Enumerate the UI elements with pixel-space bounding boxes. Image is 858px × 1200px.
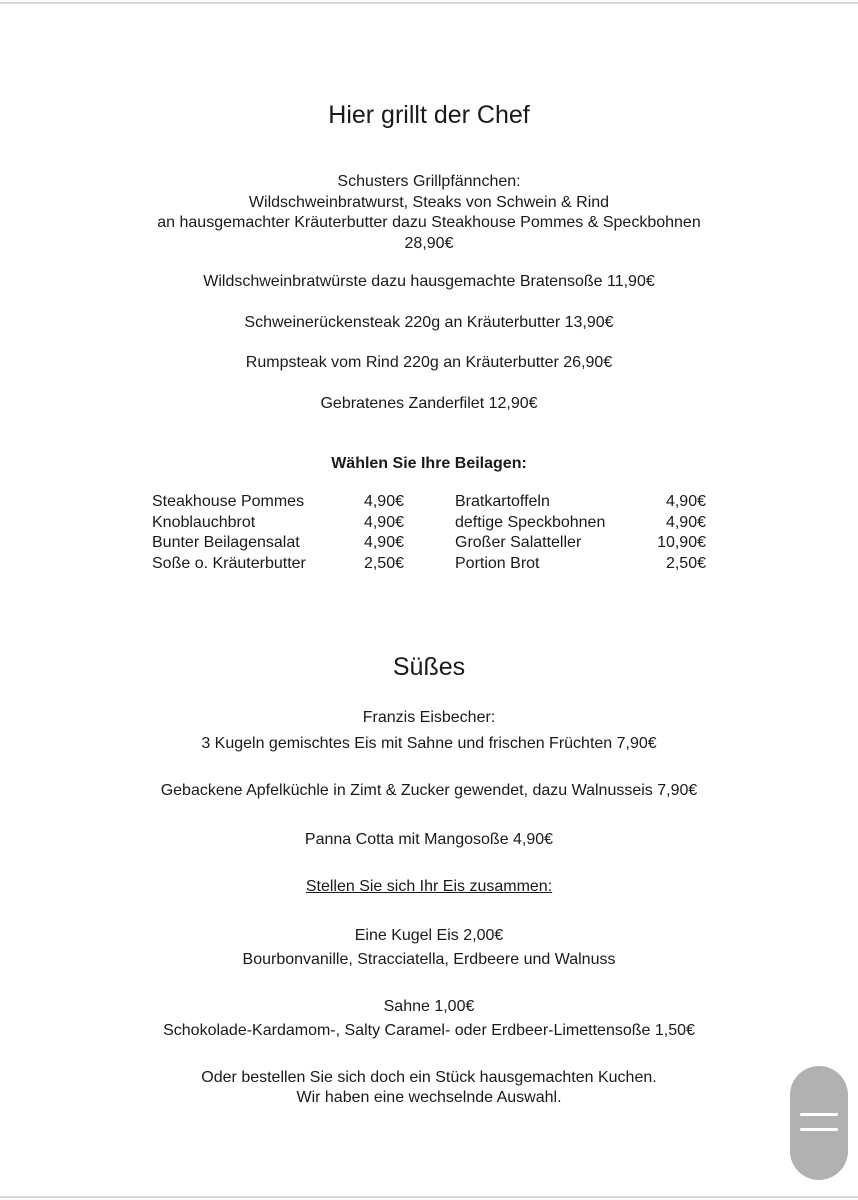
- cake-note-1: Oder bestellen Sie sich doch ein Stück hausgemachten Kuchen.: [201, 1069, 657, 1086]
- side-price: 10,90€: [657, 534, 706, 551]
- eisbecher-desc: 3 Kugeln gemischtes Eis mit Sahne und frischen Früchten 7,90€: [201, 735, 657, 752]
- side-price: 4,90€: [665, 493, 706, 510]
- menu-item-zanderfilet: Gebratenes Zanderfilet 12,90€: [320, 395, 538, 412]
- sides-row: [0, 513, 858, 534]
- grill-section-title: Hier grillt der Chef: [328, 101, 530, 129]
- menu-item-bratwurst: Wildschweinbratwürste dazu hausgemachte Bratensoße 11,90€: [203, 273, 655, 290]
- grillpfanne-price: 28,90€: [404, 235, 454, 252]
- sides-table: [0, 492, 858, 576]
- top-divider: [0, 2, 858, 4]
- ice-scoop-price: Eine Kugel Eis 2,00€: [354, 927, 504, 944]
- grillpfanne-desc-2: an hausgemachter Kräuterbutter dazu Steakhouse Pommes & Speckbohnen: [157, 214, 701, 231]
- side-name: Portion Brot: [455, 554, 540, 572]
- cream-price: Sahne 1,00€: [383, 998, 475, 1015]
- side-price: 4,90€: [363, 513, 404, 531]
- side-price: 4,90€: [665, 513, 706, 531]
- side-name: deftige Speckbohnen: [455, 513, 606, 531]
- side-name: Soße o. Kräuterbutter: [152, 554, 306, 572]
- sides-row: [0, 554, 858, 575]
- scroll-handle[interactable]: [790, 1066, 848, 1180]
- ice-flavors: Bourbonvanille, Stracciatella, Erdbeere und Walnuss: [242, 951, 616, 968]
- menu-item-rumpsteak: Rumpsteak vom Rind 220g an Kräuterbutter 26,90€: [245, 354, 613, 371]
- grillpfanne-title: Schusters Grillpfännchen:: [337, 173, 521, 190]
- menu-item-schweinesteak: Schweinerückensteak 220g an Kräuterbutter 13,90€: [244, 314, 614, 331]
- side-price: 4,90€: [363, 534, 404, 551]
- sides-heading: Wählen Sie Ihre Beilagen:: [331, 455, 527, 472]
- sides-row: [0, 492, 858, 513]
- side-price: 4,90€: [363, 493, 404, 510]
- side-price: 2,50€: [363, 554, 404, 572]
- grillpfanne-desc-1: Wildschweinbratwurst, Steaks von Schwein & Rind: [248, 194, 610, 211]
- side-name: Bunter Beilagensalat: [152, 534, 300, 551]
- custom-ice-heading: Stellen Sie sich Ihr Eis zusammen:: [305, 878, 553, 895]
- side-name: Knoblauchbrot: [152, 513, 256, 531]
- sweets-section-title: Süßes: [392, 653, 466, 681]
- sides-row: [0, 533, 858, 554]
- side-name: Bratkartoffeln: [455, 493, 550, 510]
- sauce-options: Schokolade-Kardamom-, Salty Caramel- oder Erdbeer-Limettensoße 1,50€: [163, 1022, 695, 1039]
- eisbecher-title: Franzis Eisbecher:: [362, 709, 496, 726]
- menu-item-panna-cotta: Panna Cotta mit Mangosoße 4,90€: [304, 831, 554, 848]
- menu-item-apfelkuechle: Gebackene Apfelküchle in Zimt & Zucker gewendet, dazu Walnusseis 7,90€: [160, 782, 698, 799]
- side-name: Großer Salatteller: [455, 534, 582, 551]
- side-price: 2,50€: [665, 554, 706, 572]
- side-name: Steakhouse Pommes: [152, 493, 305, 510]
- cake-note-2: Wir haben eine wechselnde Auswahl.: [296, 1089, 562, 1106]
- bottom-divider: [0, 1196, 858, 1198]
